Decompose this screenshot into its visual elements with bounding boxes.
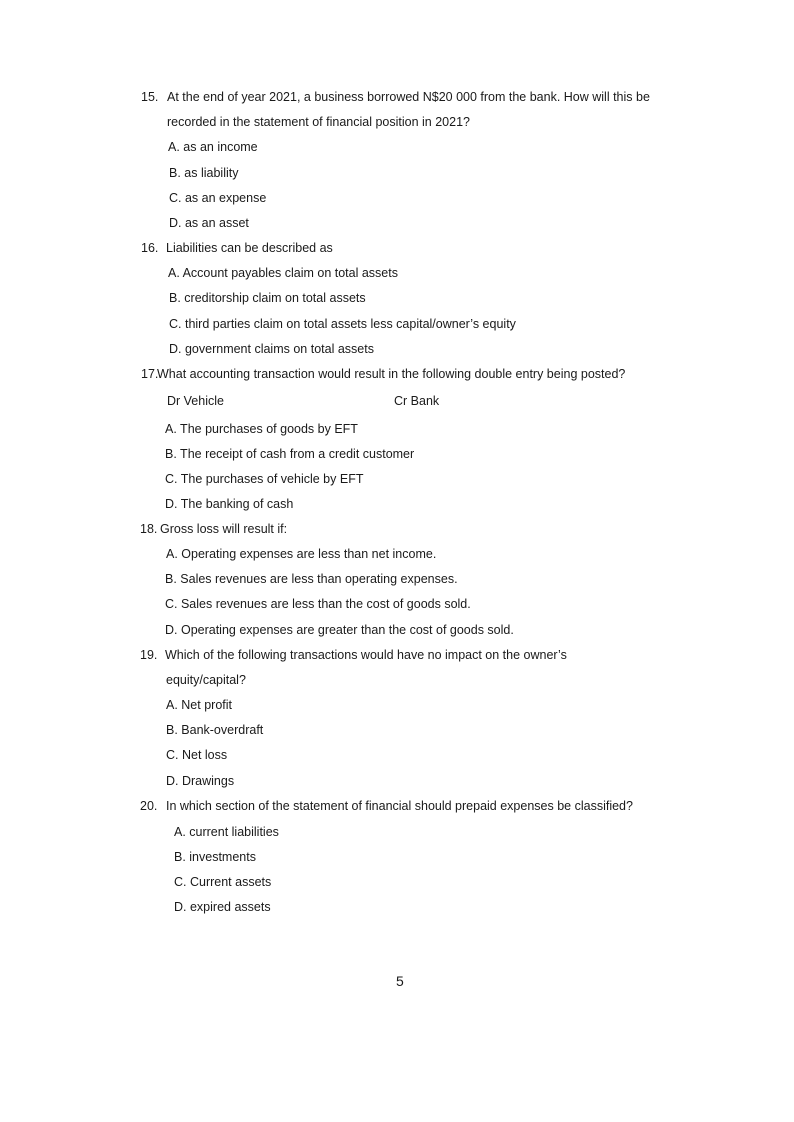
option: D. as an asset [169, 216, 249, 230]
option: C. third parties claim on total assets less capital/owner’s equity [169, 317, 516, 331]
question-number: 15. [141, 90, 159, 104]
question-number: 16. [141, 241, 159, 255]
option: B. Sales revenues are less than operating expenses. [165, 572, 458, 586]
credit-entry: Cr Bank [394, 394, 440, 408]
option: A. Account payables claim on total assets [168, 266, 398, 280]
option: A. as an income [168, 140, 258, 154]
question-text: Liabilities can be described as [166, 241, 333, 255]
question-text: Which of the following transactions would have no impact on the owner’s [165, 648, 567, 662]
option: C. Net loss [166, 748, 228, 762]
option: A. The purchases of goods by EFT [165, 422, 358, 436]
option: A. current liabilities [174, 825, 279, 839]
option: A. Operating expenses are less than net income. [166, 547, 437, 561]
question-text: Gross loss will result if: [160, 522, 288, 536]
option: C. Sales revenues are less than the cost of goods sold. [165, 597, 471, 611]
option: B. creditorship claim on total assets [169, 291, 366, 305]
option: B. The receipt of cash from a credit customer [165, 447, 415, 461]
option: D. Operating expenses are greater than the cost of goods sold. [165, 623, 514, 637]
option: B. Bank-overdraft [166, 723, 264, 737]
option: D. government claims on total assets [169, 342, 374, 356]
question-text: What accounting transaction would result in the following double entry being posted? [157, 367, 626, 381]
question-number: 17. [141, 367, 159, 381]
option: D. The banking of cash [165, 497, 294, 511]
option: D. expired assets [174, 900, 271, 914]
debit-entry: Dr Vehicle [167, 394, 224, 408]
question-text: equity/capital? [166, 673, 246, 687]
option: C. as an expense [169, 191, 267, 205]
option: B. as liability [169, 166, 239, 180]
question-number: 19. [140, 648, 158, 662]
option: C. The purchases of vehicle by EFT [165, 472, 364, 486]
page-number: 5 [396, 973, 404, 989]
option: C. Current assets [174, 875, 272, 889]
option: B. investments [174, 850, 256, 864]
question-number: 20. [140, 799, 158, 813]
question-text: recorded in the statement of financial position in 2021? [167, 115, 470, 129]
question-number: 18. [140, 522, 158, 536]
question-text: In which section of the statement of financial should prepaid expenses be classified? [166, 799, 633, 813]
option: A. Net profit [166, 698, 232, 712]
question-text: At the end of year 2021, a business borrowed N$20 000 from the bank. How will this be [167, 90, 650, 104]
option: D. Drawings [166, 774, 235, 788]
